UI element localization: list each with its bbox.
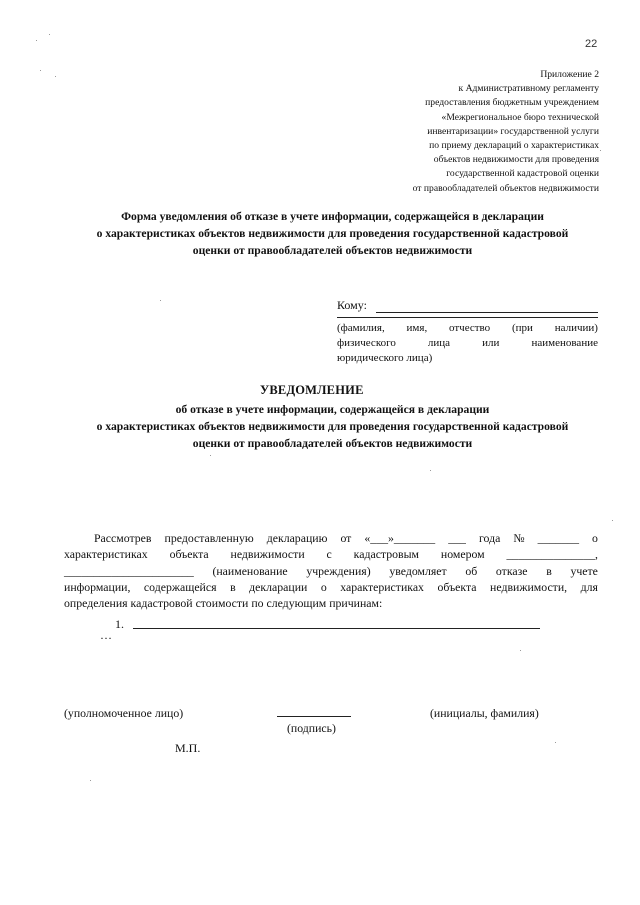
note-word: лица (427, 337, 451, 349)
recipient-input-line (376, 312, 598, 313)
body-word: информации, (64, 579, 131, 594)
body-word: от (340, 531, 352, 545)
note-word: (при (512, 322, 533, 334)
body-word: уведомляет (389, 563, 447, 578)
body-word: об (465, 563, 478, 578)
body-word: года (478, 531, 501, 545)
note-word: физического (337, 337, 396, 349)
appendix-line: по приему деклараций о характеристиках (429, 140, 599, 152)
body-word: _______ (537, 531, 579, 545)
body-word: с (326, 547, 332, 562)
notice-subtitle-line: оценки от правообладателей объектов недвижимости (192, 437, 473, 450)
body-line: определения кадастровой стоимости по следующим причинам: (64, 596, 383, 611)
notice-subtitle-line: об отказе в учете информации, содержащейся в декларации (175, 403, 490, 416)
body-word: недвижимости, (490, 579, 568, 594)
body-word: № (513, 531, 525, 545)
recipient-note-line (337, 321, 598, 336)
body-word: кадастровым (353, 547, 419, 562)
body-word: Рассмотрев (94, 531, 152, 545)
body-word: декларации (249, 579, 308, 594)
name-caption: (инициалы, фамилия) (430, 706, 539, 720)
appendix-line: государственной кадастровой оценки (446, 168, 599, 180)
recipient-label: Кому: (337, 298, 367, 312)
body-word: в (230, 579, 236, 594)
signature-caption: (подпись) (287, 721, 336, 735)
appendix-line: Приложение 2 (540, 69, 599, 80)
body-word: в (546, 563, 552, 578)
form-title-line: оценки от правообладателей объектов недвижимости (192, 244, 473, 257)
form-title-line: Форма уведомления об отказе в учете информации, содержащейся в декларации (121, 210, 544, 223)
note-word: имя, (406, 322, 428, 334)
body-word: учете (570, 563, 598, 578)
appendix-line: к Административному регламенту (458, 83, 599, 95)
appendix-line: объектов недвижимости для проведения (433, 154, 599, 166)
body-line (64, 563, 598, 579)
recipient-note-line: юридического лица) (337, 352, 433, 364)
note-word: или (482, 337, 500, 349)
note-word: отчество (449, 322, 491, 334)
page-number: 22 (585, 38, 598, 50)
body-word: учреждения) (306, 563, 371, 578)
reason-ellipsis: … (100, 628, 112, 642)
stamp-place-label: М.П. (175, 741, 201, 755)
body-word: «___»_______ (364, 531, 436, 545)
note-word: наименование (531, 337, 598, 349)
body-word: _______________, (506, 547, 598, 562)
recipient-note-line (337, 336, 598, 351)
appendix-line: «Межрегиональное бюро технической (441, 111, 599, 123)
body-line (64, 530, 598, 546)
notice-subtitle-line: о характеристиках объектов недвижимости для проведения государственной кадастровой (96, 420, 569, 433)
body-word: объекта (169, 547, 209, 562)
body-word: предоставленную (164, 531, 254, 545)
body-word: о (592, 531, 598, 545)
body-word: ______________________ (64, 563, 194, 578)
body-word: о (320, 579, 327, 594)
body-word: номером (440, 547, 485, 562)
body-word: объекта (437, 579, 477, 594)
notice-body (64, 530, 598, 611)
body-line (64, 546, 598, 562)
body-word: (наименование (212, 563, 288, 578)
appendix-line: от правообладателей объектов недвижимости (412, 182, 599, 194)
form-title (50, 208, 615, 259)
form-title-line: о характеристиках объектов недвижимости для проведения государственной кадастровой (96, 227, 569, 240)
body-line (64, 579, 598, 595)
body-word: декларацию (266, 531, 328, 545)
appendix-reference (339, 68, 599, 196)
appendix-line: инвентаризации» государственной услуги (427, 125, 599, 137)
official-caption: (уполномоченное лицо) (64, 706, 184, 720)
body-word: содержащейся (143, 579, 217, 594)
notice-heading: УВЕДОМЛЕНИЕ (260, 383, 364, 397)
note-word: наличии) (554, 322, 598, 334)
recipient-note (337, 321, 598, 366)
note-word: (фамилия, (337, 322, 385, 334)
appendix-line: предоставления бюджетным учреждением (425, 97, 599, 109)
body-word: для (580, 579, 598, 594)
signature-line (277, 716, 351, 717)
reason-input-line (133, 628, 540, 629)
body-word: недвижимости (230, 547, 305, 562)
notice-subtitle (50, 401, 615, 452)
body-word: ___ (448, 531, 466, 545)
body-word: характеристиках (64, 547, 148, 562)
body-word: отказе (495, 563, 528, 578)
reason-number: 1. (115, 617, 124, 631)
recipient-input-line (337, 317, 598, 318)
body-word: характеристиках (340, 579, 424, 594)
